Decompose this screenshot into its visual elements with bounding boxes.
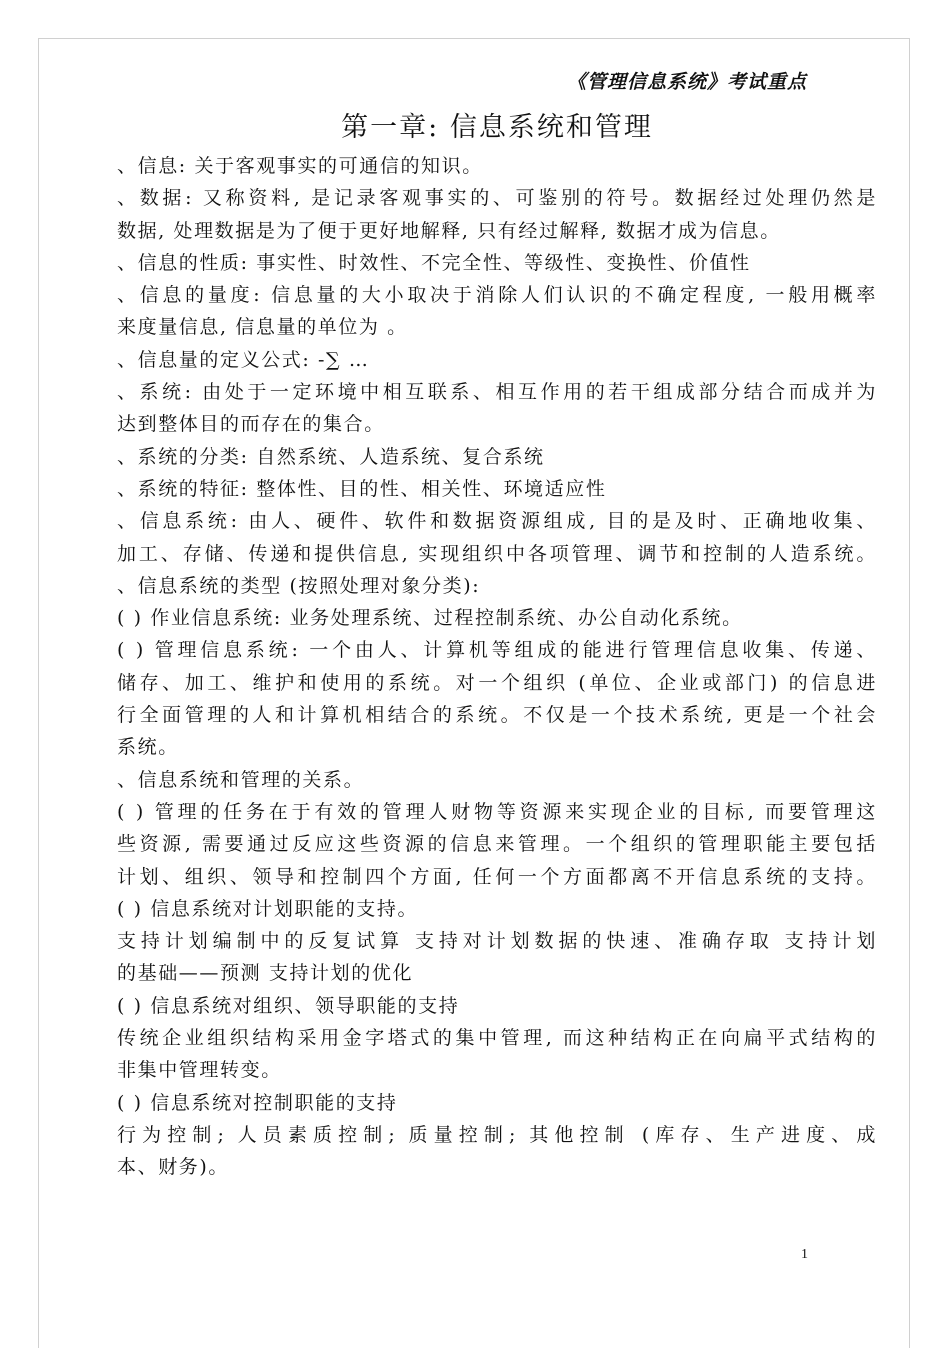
text-line: 储存、加工、维护和使用的系统。对一个组织 (单位、企业或部门) 的信息进	[117, 671, 877, 694]
text-line: 传统企业组织结构采用金字塔式的集中管理, 而这种结构正在向扁平式结构的	[117, 1027, 877, 1050]
text-line: ( ) 信息系统对计划职能的支持。	[117, 897, 419, 920]
text-line: 、信息量的定义公式: -∑ …	[117, 348, 370, 371]
text-line: ( ) 管理信息系统: 一个由人、计算机等组成的能进行管理信息收集、传递、	[117, 639, 877, 662]
text-line: 些资源, 需要通过反应这些资源的信息来管理。一个组织的管理职能主要包括	[117, 833, 877, 856]
text-line: 来度量信息, 信息量的单位为 。	[117, 316, 408, 339]
text-line: 、信息的性质: 事实性、时效性、不完全性、等级性、变换性、价值性	[117, 251, 751, 274]
text-line: 的基础——预测 支持计划的优化	[117, 962, 414, 985]
text-line: 行为控制; 人员素质控制; 质量控制; 其他控制 (库存、生产进度、成	[117, 1123, 877, 1146]
text-line: 、系统的分类: 自然系统、人造系统、复合系统	[117, 445, 545, 468]
text-line: 行全面管理的人和计算机相结合的系统。不仅是一个技术系统, 更是一个社会	[117, 704, 877, 727]
document-page	[38, 38, 910, 1348]
text-line: 、信息系统和管理的关系。	[117, 768, 365, 791]
text-line: 非集中管理转变。	[117, 1059, 282, 1082]
text-line: 系统。	[117, 736, 179, 759]
text-line: 、系统的特征: 整体性、目的性、相关性、环境适应性	[117, 477, 607, 500]
text-line: 、信息: 关于客观事实的可通信的知识。	[117, 155, 483, 177]
page-number: 1	[801, 1247, 808, 1262]
body-text	[117, 150, 877, 1184]
text-line: 达到整体目的而存在的集合。	[117, 413, 385, 436]
running-header-title: 《管理信息系统》考试重点	[566, 71, 807, 93]
text-line: ( ) 作业信息系统: 业务处理系统、过程控制系统、办公自动化系统。	[117, 607, 743, 630]
text-line: 数据, 处理数据是为了便于更好地解释, 只有经过解释, 数据才成为信息。	[117, 219, 781, 242]
text-line: ( ) 信息系统对控制职能的支持	[117, 1091, 398, 1114]
text-line: 、信息系统: 由人、硬件、软件和数据资源组成, 目的是及时、正确地收集、	[117, 510, 877, 533]
text-line: 计划、组织、领导和控制四个方面, 任何一个方面都离不开信息系统的支持。	[117, 865, 877, 888]
text-line: ( ) 信息系统对组织、领导职能的支持	[117, 994, 460, 1017]
text-line: 本、财务)。	[117, 1156, 230, 1179]
text-line: 、信息的量度: 信息量的大小取决于消除人们认识的不确定程度, 一般用概率	[117, 284, 877, 307]
text-line: 、数据: 又称资料, 是记录客观事实的、可鉴别的符号。数据经过处理仍然是	[117, 187, 877, 210]
chapter-title: 第一章: 信息系统和管理	[341, 112, 653, 143]
text-line: 支持计划编制中的反复试算 支持对计划数据的快速、准确存取 支持计划	[117, 930, 877, 953]
text-line: 加工、存储、传递和提供信息, 实现组织中各项管理、调节和控制的人造系统。	[117, 542, 877, 565]
text-line: 、系统: 由处于一定环境中相互联系、相互作用的若干组成部分结合而成并为	[117, 381, 877, 404]
text-line: 、信息系统的类型 (按照处理对象分类):	[117, 574, 481, 597]
text-line: ( ) 管理的任务在于有效的管理人财物等资源来实现企业的目标, 而要管理这	[117, 800, 877, 823]
